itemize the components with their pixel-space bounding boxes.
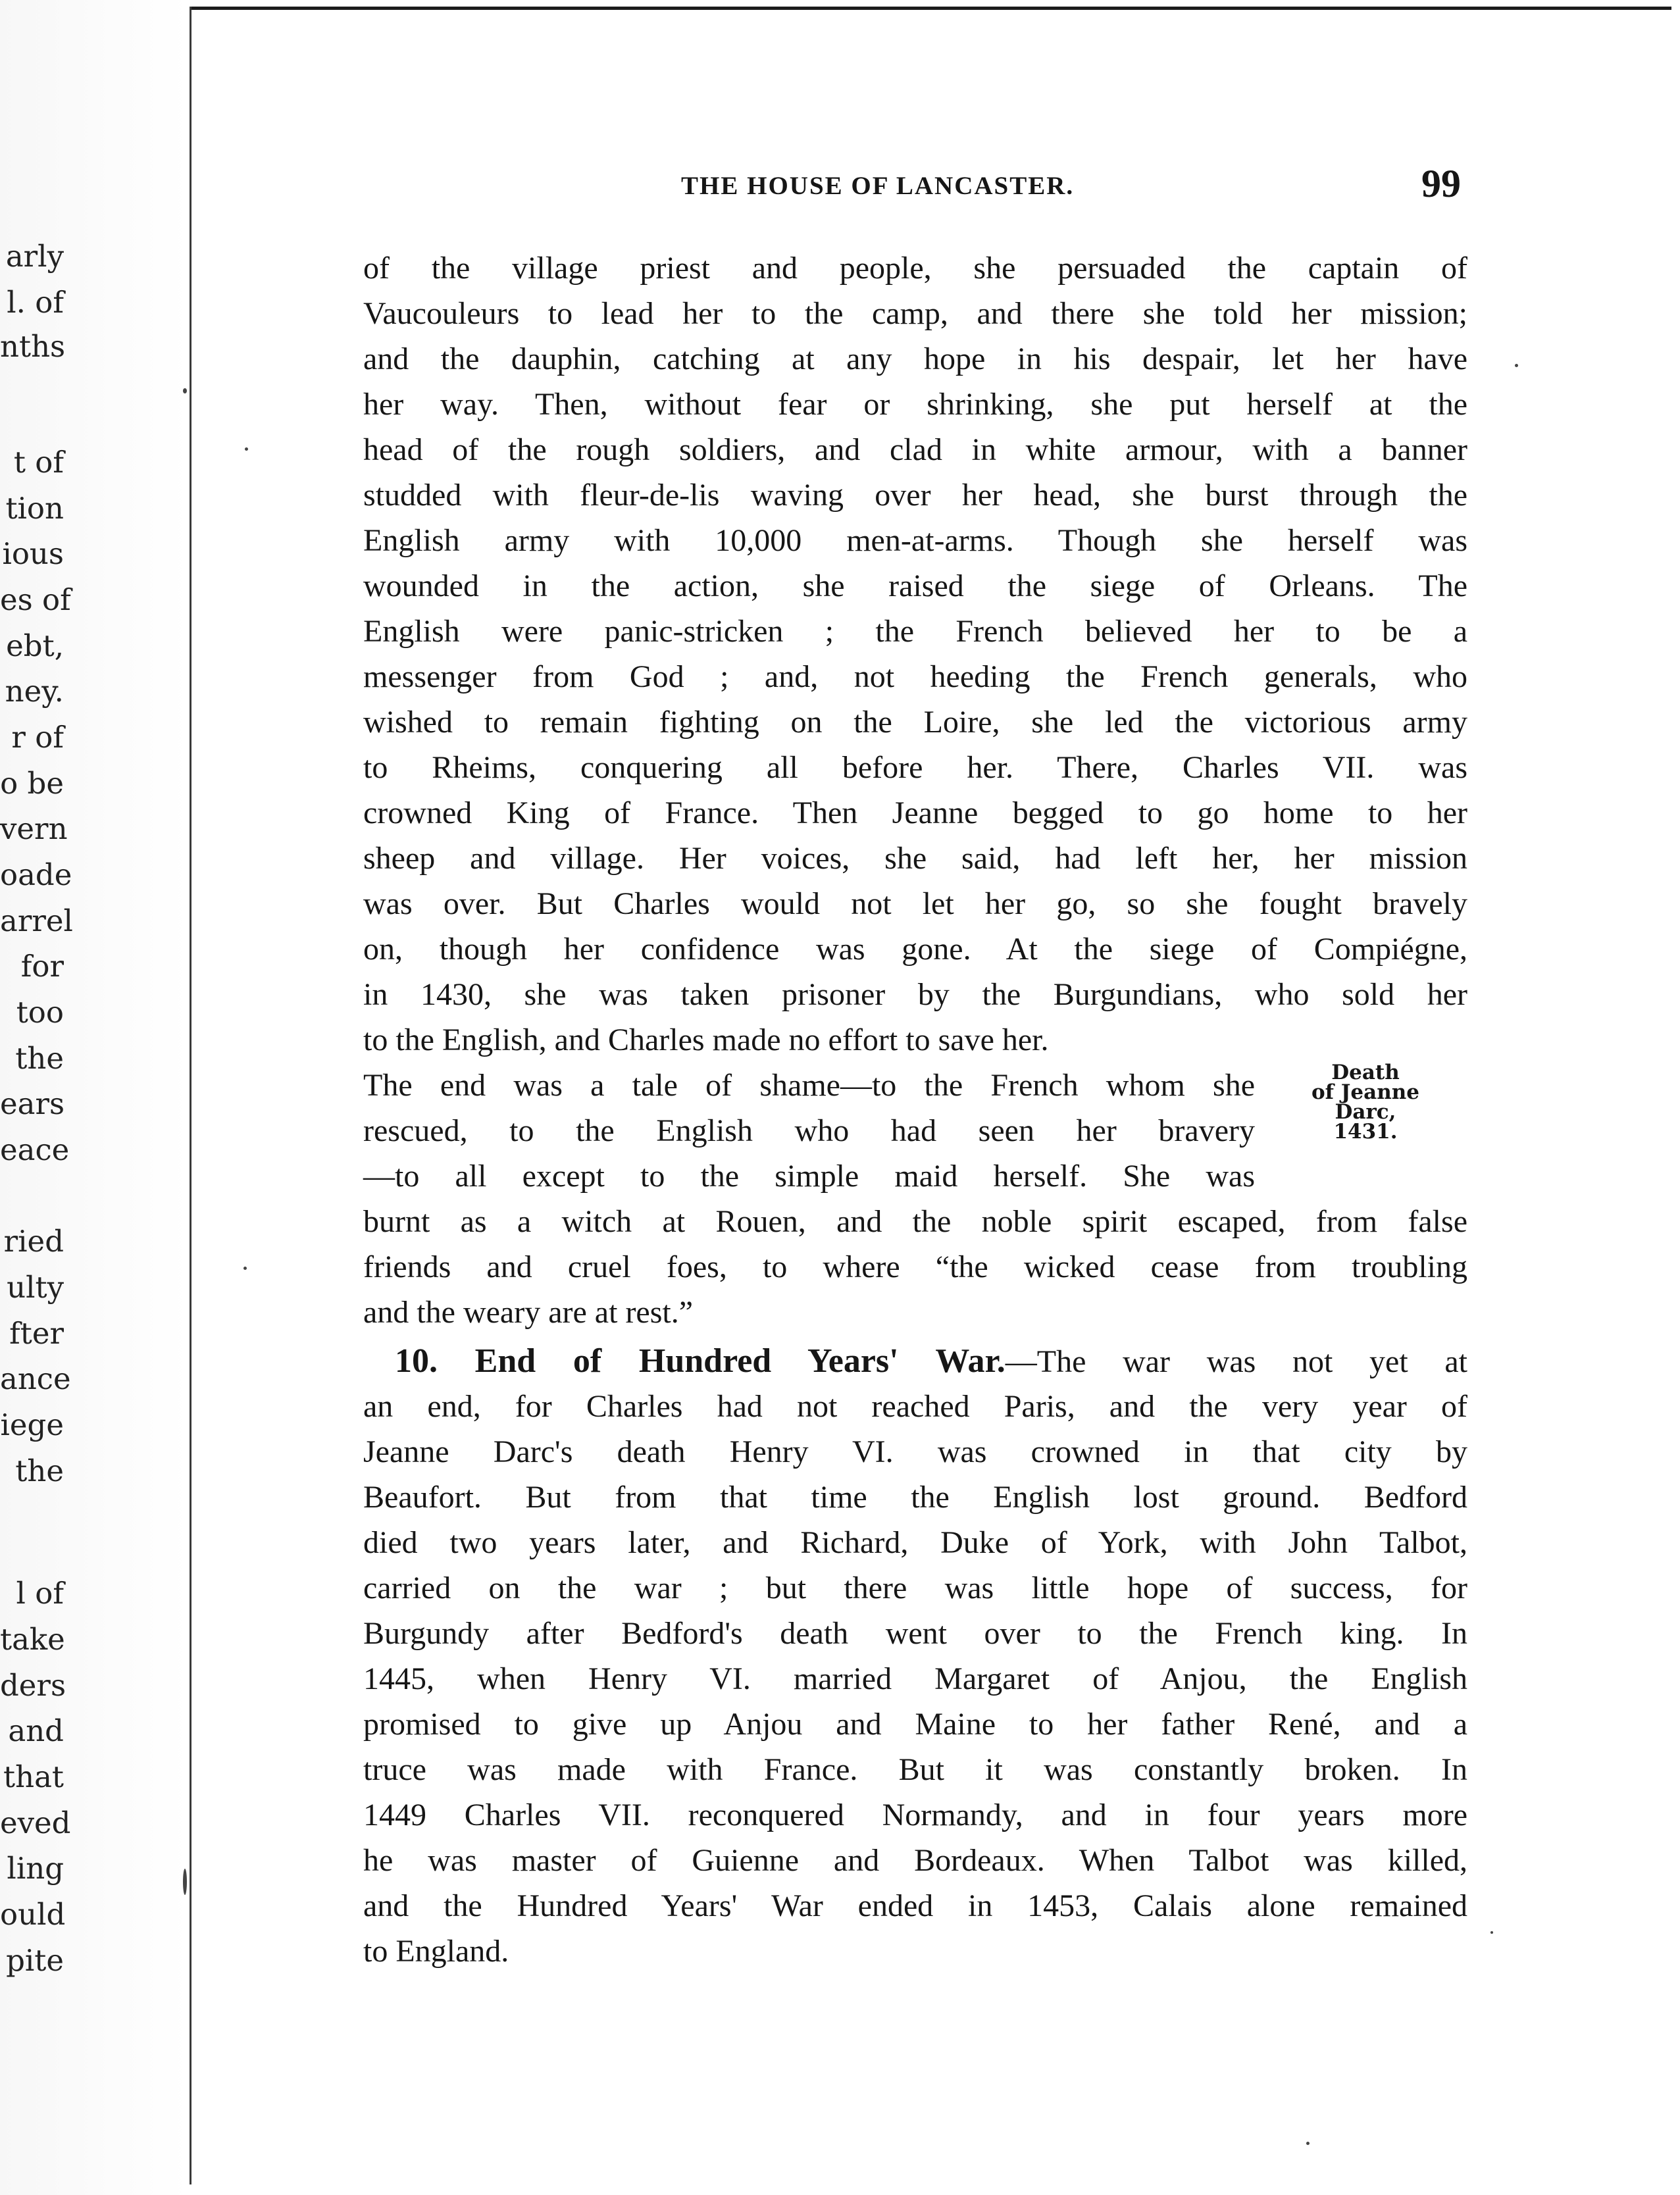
left-fragment: the	[15, 1041, 64, 1076]
text-line: an end, for Charles had not reached Paris, and the very year of	[363, 1389, 1467, 1424]
left-fragment: ney.	[5, 674, 64, 709]
left-fragment: ious	[2, 536, 64, 571]
text-line: he was master of Guienne and Bordeaux. When Talbot was killed,	[363, 1843, 1467, 1878]
text-line: to Rheims, conquering all before her. There, Charles VII. was	[363, 750, 1467, 785]
left-fragment: ders	[0, 1668, 66, 1703]
text-line: died two years later, and Richard, Duke of York, with John Talbot,	[363, 1525, 1467, 1560]
section-first-line	[395, 1342, 1467, 1381]
left-fragment: ould	[0, 1897, 66, 1932]
left-fragment: pite	[6, 1943, 64, 1978]
text-line: promised to give up Anjou and Maine to her father René, and a	[363, 1707, 1467, 1742]
text-line: English army with 10,000 men-at-arms. Though she herself was	[363, 523, 1467, 558]
left-fragment: o be	[0, 766, 64, 801]
text-line: burnt as a witch at Rouen, and the noble spirit escaped, from false	[363, 1204, 1467, 1239]
text-line: —to all except to the simple maid herself. She was	[363, 1159, 1255, 1194]
left-fragment: for	[20, 949, 64, 984]
left-fragment: eved	[0, 1805, 71, 1840]
left-fragment: too	[16, 995, 64, 1030]
left-fragment: ebt,	[6, 628, 64, 663]
text-line: Beaufort. But from that time the English lost ground. Bedford	[363, 1480, 1467, 1515]
section-heading: 10. End of Hundred Years' War.	[395, 1342, 1005, 1380]
left-fragment: t of	[13, 445, 64, 480]
left-fragment: ling	[7, 1851, 64, 1886]
page-gutter-edge	[190, 7, 191, 2184]
scan-speck	[183, 1869, 187, 1895]
left-fragment: vern	[0, 811, 68, 846]
text-line: carried on the war ; but there was little hope of success, for	[363, 1571, 1467, 1605]
left-fragment: arly	[5, 239, 64, 274]
scan-speck	[1306, 2142, 1310, 2145]
page-number: 99	[1421, 162, 1461, 205]
margin-note-line: of Jeanne	[1311, 1080, 1420, 1104]
left-fragment: eace	[0, 1132, 70, 1167]
left-fragment: nths	[0, 329, 66, 364]
text-line: friends and cruel foes, to where “the wicked cease from troubling	[363, 1249, 1467, 1284]
margin-note-line: Darc,	[1335, 1100, 1396, 1124]
left-fragment: the	[15, 1453, 64, 1488]
left-fragment: r of	[11, 720, 64, 755]
scan-speck	[245, 447, 248, 451]
left-fragment: l. of	[7, 285, 64, 320]
text-line: rescued, to the English who had seen her bravery	[363, 1113, 1255, 1148]
left-fragment: tion	[5, 491, 64, 526]
margin-note-line: Death	[1331, 1061, 1400, 1084]
left-fragment: fter	[9, 1316, 64, 1351]
text-line: wounded in the action, she raised the siege of Orleans. The	[363, 568, 1467, 603]
margin-note-line: 1431.	[1333, 1120, 1398, 1144]
section-first-line-text: —The war was not yet at	[1005, 1344, 1468, 1379]
left-fragment: arrel	[0, 903, 73, 938]
text-line: English were panic-stricken ; the French believed her to be a	[363, 614, 1467, 649]
left-fragment: l of	[16, 1576, 64, 1611]
left-fragment: ears	[0, 1086, 65, 1121]
left-fragment: ulty	[7, 1270, 64, 1305]
text-line: truce was made with France. But it was constantly broken. In	[363, 1752, 1467, 1787]
scan-speck	[1515, 364, 1518, 367]
text-line: to the English, and Charles made no effort to save her.	[363, 1022, 1049, 1057]
text-line: in 1430, she was taken prisoner by the Burgundians, who sold her	[363, 977, 1467, 1012]
text-line: messenger from God ; and, not heeding the French generals, who	[363, 659, 1467, 694]
text-line: of the village priest and people, she persuaded the captain of	[363, 251, 1467, 286]
text-line: wished to remain fighting on the Loire, she led the victorious army	[363, 705, 1467, 740]
margin-note	[1290, 1063, 1441, 1142]
scan-speck	[243, 1267, 247, 1270]
left-fragment: that	[3, 1759, 64, 1794]
left-fragment: ried	[3, 1224, 64, 1259]
text-line: Jeanne Darc's death Henry VI. was crowned in that city by	[363, 1434, 1467, 1469]
left-fragment: iege	[0, 1407, 64, 1442]
text-line: and the weary are at rest.”	[363, 1295, 694, 1330]
running-head: THE HOUSE OF LANCASTER.	[681, 172, 1075, 200]
text-line: and the Hundred Years' War ended in 1453, Calais alone remained	[363, 1888, 1467, 1923]
text-line: 1445, when Henry VI. married Margaret of Anjou, the English	[363, 1661, 1467, 1696]
text-line: crowned King of France. Then Jeanne begged to go home to her	[363, 795, 1467, 830]
left-fragment: and	[8, 1713, 64, 1748]
text-line: on, though her confidence was gone. At the siege of Compiégne,	[363, 932, 1467, 967]
scan-speck	[183, 388, 187, 393]
left-fragment: es of	[0, 582, 71, 617]
text-line: The end was a tale of shame—to the French whom she	[363, 1068, 1255, 1103]
text-line: and the dauphin, catching at any hope in his despair, let her have	[363, 341, 1467, 376]
page-top-edge	[191, 7, 1671, 10]
text-line: to England.	[363, 1934, 509, 1969]
text-line: studded with fleur-de-lis waving over her head, she burst through the	[363, 478, 1467, 513]
text-line: head of the rough soldiers, and clad in white armour, with a banner	[363, 432, 1467, 467]
text-line: sheep and village. Her voices, she said, had left her, her mission	[363, 841, 1467, 876]
text-line: 1449 Charles VII. reconquered Normandy, and in four years more	[363, 1798, 1467, 1832]
left-fragment: take	[0, 1622, 65, 1657]
text-line: her way. Then, without fear or shrinking, she put herself at the	[363, 387, 1467, 422]
left-fragment: ance	[0, 1361, 71, 1396]
text-line: Vaucouleurs to lead her to the camp, and there she told her mission;	[363, 296, 1467, 331]
text-line: was over. But Charles would not let her go, so she fought bravely	[363, 886, 1467, 921]
scan-speck	[1490, 1931, 1493, 1934]
left-fragment: oade	[0, 857, 72, 892]
text-line: Burgundy after Bedford's death went over to the French king. In	[363, 1616, 1467, 1651]
